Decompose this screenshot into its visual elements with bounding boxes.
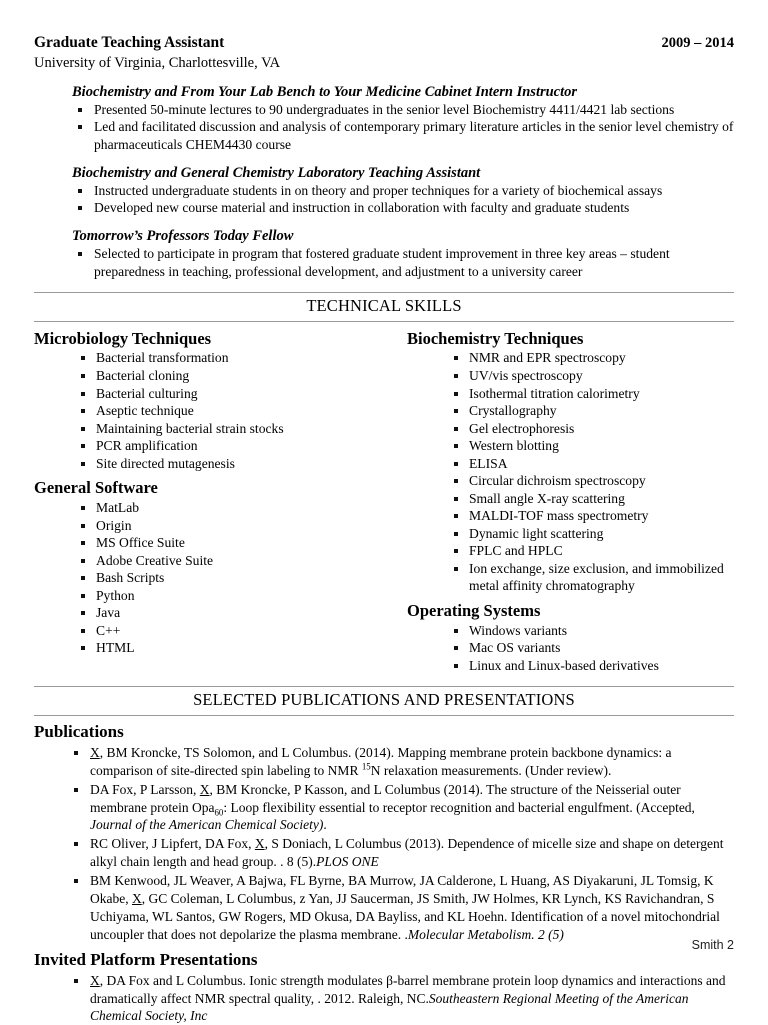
citation-text: . [323,817,327,833]
skill-list [34,499,384,657]
skill-item: MatLab [78,499,384,517]
role-bullet: Presented 50-minute lectures to 90 undergraduates in the senior level Biochemistry 4411/4421 lab sections [74,101,734,118]
skill-item: NMR and EPR spectroscopy [451,349,734,367]
role-title: Biochemistry and General Chemistry Laboratory Teaching Assistant [72,164,481,181]
skill-item: Adobe Creative Suite [78,552,384,570]
citation-authors-prefix: DA Fox, P Larsson, [90,781,200,797]
citation-item [70,872,734,944]
skill-item: Linux and Linux-based derivatives [451,657,734,675]
skill-item: Western blotting [451,437,734,455]
skill-item: Small angle X-ray scattering [451,490,734,508]
skills-columns [34,329,734,675]
skill-item: Windows variants [451,622,734,640]
journal-name: PLOS ONE [316,854,379,870]
skill-item: Gel electrophoresis [451,420,734,438]
skill-group-heading: General Software [34,478,158,498]
skill-group-heading: Biochemistry Techniques [407,328,584,348]
skill-item: Circular dichroism spectroscopy [451,472,734,490]
skill-item: Bacterial culturing [78,385,384,403]
skill-item: PCR amplification [78,437,384,455]
skill-item: Crystallography [451,402,734,420]
role-bullet-list [34,245,734,279]
citation-text: , BM Kroncke, TS Solomon, and L Columbus. (2014). Mapping membrane protein backbone dynamics: a comparison of site-directed spin labeling to NMR [90,744,672,778]
skill-item: HTML [78,639,384,657]
skill-list [407,349,734,594]
citation-text: N relaxation measurements. (Under review). [370,762,612,778]
skill-item: C++ [78,622,384,640]
redacted-author: X [199,781,210,797]
citation-authors-prefix: RC Oliver, J Lipfert, DA Fox, [90,836,255,852]
job-title: Graduate Teaching Assistant [34,34,225,51]
citation-text: : Loop flexibility essential to receptor recognition and bacterial engulfment. (Accepted, [223,799,695,815]
skill-group-heading: Microbiology Techniques [34,328,212,348]
page-footer: Smith 2 [691,938,734,952]
role-bullet: Selected to participate in program that fostered graduate student improvement in three key areas – student preparedness in teaching, professional development, and adjustment to a university career [74,245,734,279]
skill-group-heading: Operating Systems [407,600,541,620]
skills-column-right [384,329,734,675]
skill-item: Mac OS variants [451,639,734,657]
experience-entry [34,34,734,280]
role-bullet: Developed new course material and instruction in collaboration with faculty and graduate students [74,199,734,216]
citation-text: . 2012. Raleigh, NC. [317,990,429,1006]
citation-item [70,744,734,780]
role-bullet-list [34,182,734,216]
citation-text: . [404,927,408,943]
skill-item: UV/vis spectroscopy [451,367,734,385]
experience-entry-header [34,34,734,53]
presentations-list [34,972,734,1025]
skill-list [34,349,384,472]
skill-item: Bacterial transformation [78,349,384,367]
citation-text: , S Doniach, L Columbus (2013). Dependence of micelle size and shape on detergent alkyl chain length and head group. [90,836,724,870]
roles-container [34,83,734,280]
citation-text: , BM Kroncke, P Kasson, and L Columbus (2014). The structure of the Neisserial outer membrane protein Opa [90,781,681,815]
role-title: Biochemistry and From Your Lab Bench to Your Medicine Cabinet Intern Instructor [72,84,578,101]
citation-item [70,781,734,835]
skills-column-left [34,329,384,675]
skill-item: Maintaining bacterial strain stocks [78,420,384,438]
skill-item: Aseptic technique [78,402,384,420]
role-block [34,83,734,153]
skill-item: FPLC and HPLC [451,542,734,560]
role-block [34,164,734,217]
citation-item [70,835,734,871]
isotope-superscript: 15 [361,761,371,772]
citation-authors-prefix: BM Kenwood, JL Weaver, A Bajwa, FL Byrne, BA Murrow, JA Calderone, L Huang, AS Diyakaruni, JL Tomsig, K Okabe, [90,873,714,907]
skill-item: ELISA [451,455,734,473]
role-bullet-list [34,101,734,153]
role-title: Tomorrow’s Professors Today Fellow [72,228,294,245]
citation-text: , GC Coleman, L Columbus, z Yan, JJ Saucerman, JS Smith, JW Holmes, KR Lynch, KS Ravichandran, S Uchiyama, WL Santos, GW Rogers, MD Okusa, DA Bayliss, and KL Hoehn. Identification of a novel mitochondrial uncoupler that does not depolarize the plasma membrane. [90,891,720,943]
skill-item: Isothermal titration calorimetry [451,385,734,403]
redacted-author: X [90,972,100,988]
skill-item: MS Office Suite [78,534,384,552]
skill-item: Java [78,604,384,622]
skill-list [407,622,734,675]
citation-text: , DA Fox and L Columbus. Ionic strength modulates β-barrel membrane protein loop dynamics and interactions and dramatically affect NMR spectral quality, [90,972,726,1006]
job-dates: 2009 – 2014 [661,35,734,51]
role-bullet: Instructed undergraduate students in on theory and proper techniques for a variety of biochemical assays [74,182,734,199]
skill-item: Site directed mutagenesis [78,455,384,473]
journal-name: Southeastern Regional Meeting of the American Chemical Society, Inc [90,990,689,1024]
journal-name: Molecular Metabolism. 2 (5) [407,927,564,943]
redacted-author: X [254,836,265,852]
presentations-heading: Invited Platform Presentations [34,950,258,970]
skill-item: Bash Scripts [78,569,384,587]
protein-subscript: 60 [214,807,224,818]
skill-item: MALDI-TOF mass spectrometry [451,507,734,525]
publications-list [34,744,734,944]
citation-item [70,972,734,1025]
skill-item: Origin [78,517,384,535]
journal-name: Journal of the American Chemical Society) [90,817,324,833]
section-header-technical-skills: TECHNICAL SKILLS [34,292,734,322]
citation-text: . 8 (5). [280,854,317,870]
redacted-author: X [131,891,142,907]
skill-item: Ion exchange, size exclusion, and immobilized metal affinity chromatography [451,560,734,595]
redacted-author: X [90,744,100,760]
publications-heading: Publications [34,722,124,742]
institution-name: University of Virginia, Charlottesville, VA [34,54,281,71]
skill-item: Python [78,587,384,605]
section-header-publications: SELECTED PUBLICATIONS AND PRESENTATIONS [34,686,734,716]
role-block [34,227,734,280]
skill-item: Dynamic light scattering [451,525,734,543]
skill-item: Bacterial cloning [78,367,384,385]
role-bullet: Led and facilitated discussion and analysis of contemporary primary literature articles in the senior level chemistry of pharmaceuticals CHEM4430 course [74,118,734,152]
